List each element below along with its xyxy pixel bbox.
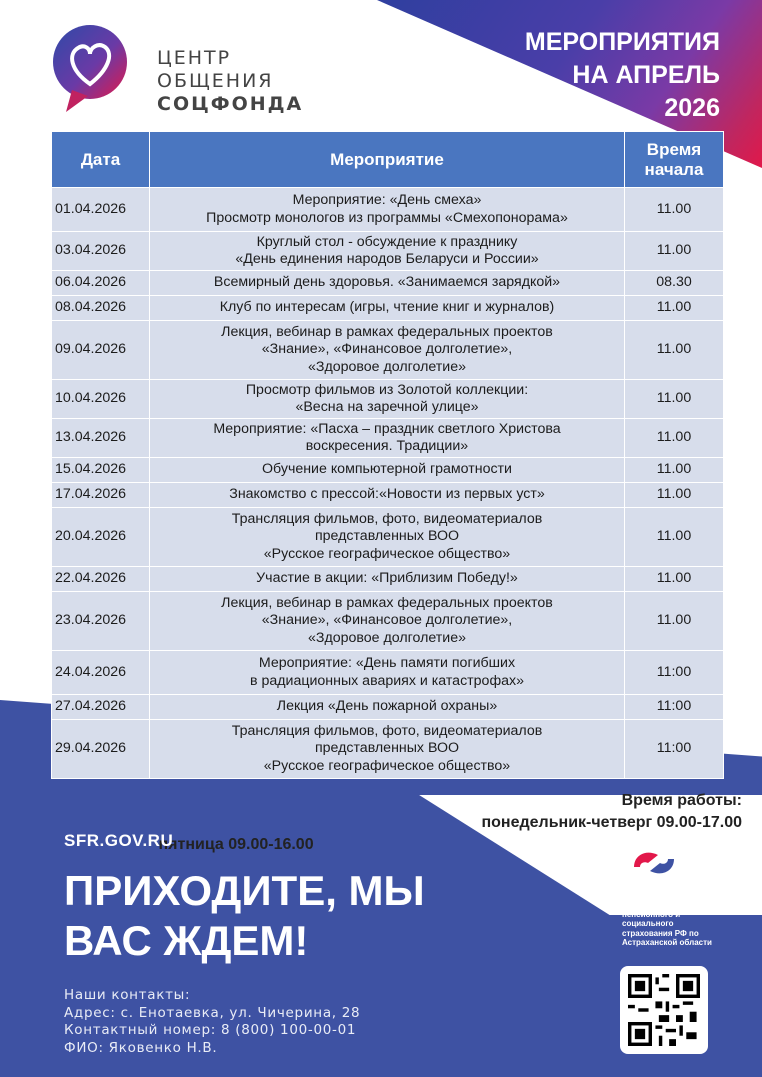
cell-time: 11.00	[625, 508, 724, 567]
cell-time: 11.00	[625, 483, 724, 508]
table-row	[52, 458, 724, 483]
logo-line-2: ОБЩЕНИЯ	[157, 70, 274, 92]
website-link[interactable]: SFR.GOV.RU	[64, 831, 174, 850]
cell-event: Круглый стол - обсуждение к празднику «День единения народов Беларуси и России»	[150, 232, 625, 271]
hours-weekdays: понедельник-четверг 09.00-17.00	[481, 814, 742, 831]
cell-time: 11.00	[625, 321, 724, 380]
cell-time: 11.00	[625, 567, 724, 592]
heart-speech-bubble-icon	[52, 20, 132, 116]
cell-date: 13.04.2026	[52, 419, 150, 458]
table-row	[52, 271, 724, 296]
cell-event: Трансляция фильмов, фото, видеоматериалов представленных ВОО «Русское географическое общество»	[150, 720, 625, 779]
contacts-phone: Контактный номер: 8 (800) 100-00-01	[64, 1022, 357, 1038]
table-row	[52, 592, 724, 651]
cell-time: 11.00	[625, 458, 724, 483]
header-date: Дата	[52, 132, 150, 188]
cell-time: 11.00	[625, 232, 724, 271]
cell-date: 10.04.2026	[52, 380, 150, 419]
cell-time: 11.00	[625, 296, 724, 321]
contacts-address: Адрес: с. Енотаевка, ул. Чичерина, 28	[64, 1004, 361, 1021]
table-row	[52, 380, 724, 419]
logo-line-1: ЦЕНТР	[157, 47, 232, 69]
table-row	[52, 296, 724, 321]
working-hours	[158, 790, 742, 853]
cell-event: Лекция, вебинар в рамках федеральных проектов «Знание», «Финансовое долголетие», «Здоровое долголетие»	[150, 321, 625, 380]
contacts-person: ФИО: Яковенко Н.В.	[64, 1039, 218, 1056]
cell-event: Просмотр фильмов из Золотой коллекции: «Весна на заречной улице»	[150, 380, 625, 419]
cell-date: 27.04.2026	[52, 695, 150, 720]
table-row	[52, 651, 724, 695]
cell-date: 24.04.2026	[52, 651, 150, 695]
slogan-line-2: ВАС ЖДЕМ!	[64, 917, 309, 964]
banner-line-1: МЕРОПРИЯТИЯ	[524, 28, 720, 56]
cell-event: Мероприятие: «День смеха» Просмотр монологов из программы «Смехопонорама»	[150, 188, 625, 232]
cell-event: Обучение компьютерной грамотности	[150, 458, 625, 483]
cell-date: 15.04.2026	[52, 458, 150, 483]
cell-date: 20.04.2026	[52, 508, 150, 567]
qr-code-icon	[620, 966, 708, 1054]
cell-date: 06.04.2026	[52, 271, 150, 296]
slogan-line-1: ПРИХОДИТЕ, МЫ	[64, 867, 425, 914]
cell-time: 11.00	[625, 419, 724, 458]
table-row	[52, 720, 724, 779]
cell-event: Участие в акции: «Приблизим Победу!»	[150, 567, 625, 592]
cell-date: 09.04.2026	[52, 321, 150, 380]
logo-line-3: СОЦФОНДА	[157, 93, 304, 115]
hours-friday: пятница 09.00-16.00	[158, 836, 314, 853]
cell-time: 11.00	[625, 188, 724, 232]
cell-event: Всемирный день здоровья. «Занимаемся зарядкой»	[150, 271, 625, 296]
table-row	[52, 483, 724, 508]
logo-text	[157, 47, 303, 116]
table-row	[52, 419, 724, 458]
hours-title: Время работы:	[621, 792, 742, 809]
cell-date: 17.04.2026	[52, 483, 150, 508]
cell-time: 11.00	[625, 592, 724, 651]
table-row	[52, 695, 724, 720]
sfr-logo-icon	[618, 833, 690, 893]
table-row	[52, 232, 724, 271]
qr-code-graphic	[628, 974, 700, 1046]
title-banner-text	[525, 26, 720, 125]
events-table	[51, 131, 724, 779]
table-row	[52, 508, 724, 567]
cell-date: 03.04.2026	[52, 232, 150, 271]
cell-date: 23.04.2026	[52, 592, 150, 651]
cell-event: Клуб по интересам (игры, чтение книг и журналов)	[150, 296, 625, 321]
cell-time: 11.00	[625, 380, 724, 419]
header-time: Время начала	[625, 132, 724, 188]
cell-event: Мероприятие: «Пасха – праздник светлого Христова воскресения. Традиции»	[150, 419, 625, 458]
cell-date: 22.04.2026	[52, 567, 150, 592]
table-row	[52, 188, 724, 232]
cell-time: 11:00	[625, 720, 724, 779]
cell-time: 11:00	[625, 695, 724, 720]
contacts	[64, 987, 360, 1057]
table-row	[52, 321, 724, 380]
cell-event: Лекция «День пожарной охраны»	[150, 695, 625, 720]
cell-date: 29.04.2026	[52, 720, 150, 779]
banner-line-2: НА АПРЕЛЬ	[572, 61, 720, 89]
table-header-row	[52, 132, 724, 188]
banner-line-3: 2026	[664, 94, 720, 122]
cell-time: 08.30	[625, 271, 724, 296]
contacts-title: Наши контакты:	[64, 987, 191, 1003]
table-row	[52, 567, 724, 592]
cell-date: 01.04.2026	[52, 188, 150, 232]
cell-date: 08.04.2026	[52, 296, 150, 321]
cell-event: Лекция, вебинар в рамках федеральных проектов «Знание», «Финансовое долголетие», «Здоровое долголетие»	[150, 592, 625, 651]
cell-event: Трансляция фильмов, фото, видеоматериалов представленных ВОО «Русское географическое общество»	[150, 508, 625, 567]
cell-time: 11:00	[625, 651, 724, 695]
cell-event: Знакомство с прессой:«Новости из первых уст»	[150, 483, 625, 508]
slogan	[64, 866, 425, 966]
cell-event: Мероприятие: «День памяти погибших в радиационных авариях и катастрофах»	[150, 651, 625, 695]
sfr-caption: Отделение Фонда пенсионного и социального страхования РФ по Астраханской области	[622, 900, 712, 947]
header-event: Мероприятие	[150, 132, 625, 188]
